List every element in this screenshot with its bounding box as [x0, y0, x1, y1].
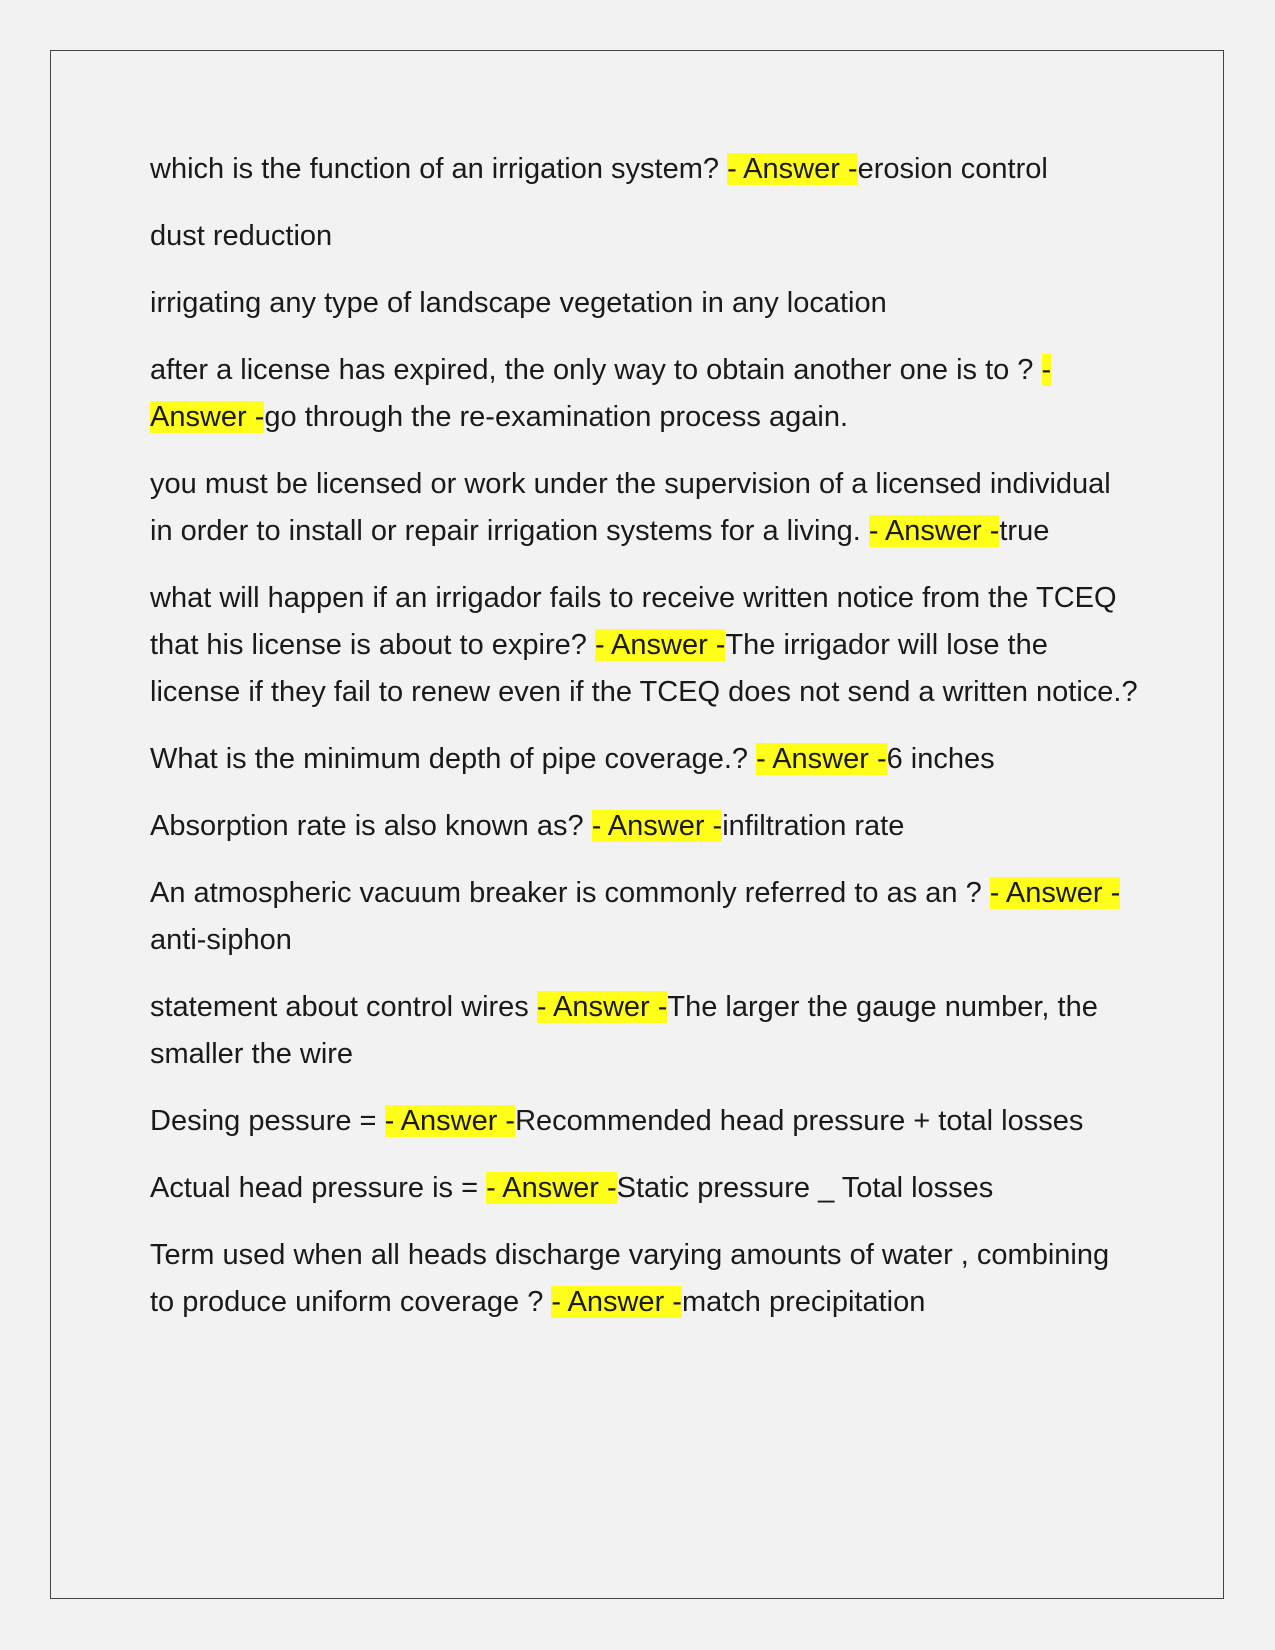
answer-text: The irrigador will lose the license if they fail to renew even if the TCEQ does not send a written notice.? [150, 629, 1138, 708]
question-text: Actual head pressure is = [150, 1172, 487, 1204]
answer-text: match precipitation [681, 1286, 926, 1318]
answer-text: go through the re-examination process again. [264, 401, 849, 433]
answer-label: - Answer - [551, 1286, 682, 1318]
question-text: What is the minimum depth of pipe coverage.? [150, 743, 757, 775]
qa-item [150, 575, 1140, 716]
answer-text: 6 inches [886, 743, 995, 775]
answer-text: erosion control [857, 153, 1048, 185]
answer-label: - Answer - [384, 1105, 516, 1137]
qa-item [150, 736, 1140, 783]
question-text: Absorption rate is also known as? [150, 810, 592, 842]
answer-label: - Answer - [536, 991, 668, 1023]
answer-text: dust reduction [150, 220, 333, 252]
answer-label: - Answer - [594, 629, 726, 661]
question-text: An atmospheric vacuum breaker is commonly referred to as an ? [150, 877, 990, 909]
answer-label: - Answer - [150, 354, 1052, 433]
answer-text: infiltration rate [722, 810, 905, 842]
question-text: after a license has expired, the only way to obtain another one is to ? [150, 354, 1042, 386]
question-text: Desing pessure = [150, 1105, 385, 1137]
answer-text: true [999, 515, 1050, 547]
answer-label: - Answer - [756, 743, 887, 775]
answer-label: - Answer - [591, 810, 723, 842]
question-text: what will happen if an irrigador fails to receive written notice from the TCEQ that his license is about to expire? [150, 582, 1117, 661]
qa-item [150, 1165, 1140, 1212]
answer-continuation [150, 280, 1140, 327]
qa-item [150, 984, 1140, 1078]
question-text: you must be licensed or work under the supervision of a licensed individual in order to install or repair irrigation systems for a living. [150, 468, 1111, 547]
answer-text: irrigating any type of landscape vegetation in any location [150, 287, 887, 319]
answer-continuation [150, 213, 1140, 260]
answer-text: Static pressure _ Total losses [616, 1172, 994, 1204]
answer-label: - Answer - [868, 515, 1000, 547]
answer-label: - Answer - [486, 1172, 617, 1204]
qa-item [150, 347, 1140, 441]
qa-item [150, 803, 1140, 850]
question-text: Term used when all heads discharge varying amounts of water , combining to produce uniform coverage ? [150, 1239, 1110, 1318]
answer-label: - Answer - [989, 877, 1121, 909]
qa-item [150, 870, 1140, 964]
answer-text: anti-siphon [150, 924, 292, 956]
qa-item [150, 461, 1140, 555]
question-text: statement about control wires [150, 991, 537, 1023]
qa-item [150, 1098, 1140, 1145]
answer-label: - Answer - [727, 153, 858, 185]
question-text: which is the function of an irrigation system? [150, 153, 728, 185]
qa-item [150, 146, 1140, 193]
answer-text: The larger the gauge number, the smaller the wire [150, 991, 1098, 1070]
answer-text: Recommended head pressure + total losses [515, 1105, 1084, 1137]
document-body [150, 146, 1140, 1346]
qa-item [150, 1232, 1140, 1326]
